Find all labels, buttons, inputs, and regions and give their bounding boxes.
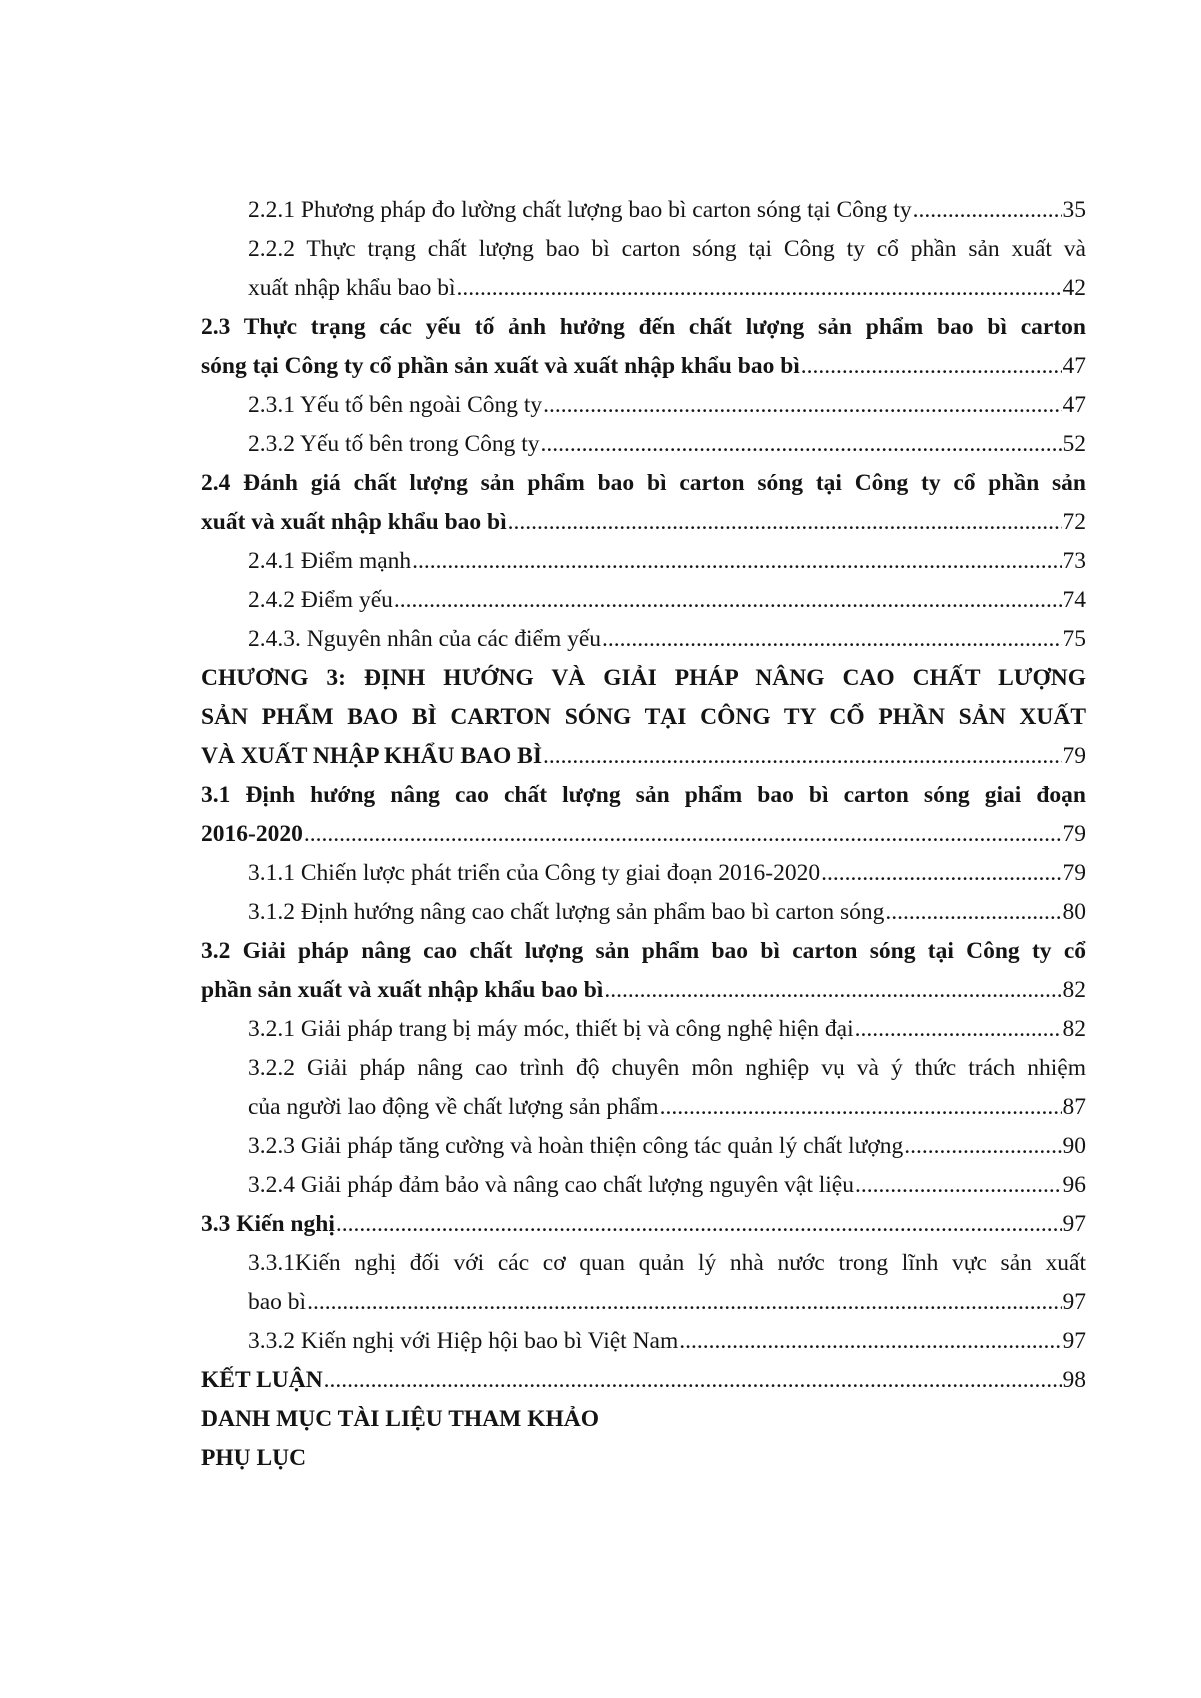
toc-page-number: 79	[1062, 821, 1086, 847]
toc-entry	[201, 308, 1086, 386]
toc-entry-title: của người lao động về chất lượng sản phẩm	[248, 1094, 659, 1120]
toc-entry-title: DANH MỤC TÀI LIỆU THAM KHẢO	[201, 1406, 600, 1432]
toc-entry	[201, 581, 1086, 620]
toc-page-number: 98	[1062, 1367, 1086, 1393]
toc-page-number: 97	[1062, 1289, 1086, 1315]
toc-page-number: 42	[1062, 275, 1086, 301]
dot-leader	[307, 1283, 1061, 1322]
toc-entry-title: 3.3 Kiến nghị	[201, 1211, 335, 1237]
toc-entry-title-line: SẢN PHẨM BAO BÌ CARTON SÓNG TẠI CÔNG TY CỔ PHẦN SẢN XUẤT	[201, 704, 1086, 730]
toc-entry-title: 3.2.3 Giải pháp tăng cường và hoàn thiện công tác quản lý chất lượng	[248, 1133, 904, 1159]
toc-page-number: 87	[1062, 1094, 1086, 1120]
dot-leader	[394, 581, 1062, 620]
toc-entry	[201, 893, 1086, 932]
toc-entry	[201, 620, 1086, 659]
toc-page-number: 72	[1062, 509, 1086, 535]
toc-entry	[201, 1244, 1086, 1322]
toc-entry-title-line: CHƯƠNG 3: ĐỊNH HƯỚNG VÀ GIẢI PHÁP NÂNG CAO CHẤT LƯỢNG	[201, 665, 1086, 691]
dot-leader	[885, 893, 1061, 932]
toc-page-number: 75	[1062, 626, 1086, 652]
toc-entry-title: phần sản xuất và xuất nhập khẩu bao bì	[201, 977, 604, 1003]
toc-entry	[201, 659, 1086, 776]
toc-entry	[201, 1361, 1086, 1400]
toc-entry	[201, 1010, 1086, 1049]
toc-entry-title: 3.1.1 Chiến lược phát triển của Công ty giai đoạn 2016-2020	[248, 860, 821, 886]
toc-entry	[201, 854, 1086, 893]
toc-page-number: 79	[1062, 860, 1086, 886]
toc-entry	[201, 776, 1086, 854]
toc-entry-final-line	[201, 347, 1086, 386]
toc-entry-title-line: 2.3 Thực trạng các yếu tố ảnh hưởng đến chất lượng sản phẩm bao bì carton	[201, 314, 1086, 340]
dot-leader	[508, 503, 1062, 542]
toc-entry-final-line	[248, 1010, 1086, 1049]
toc-entry-title: 2016-2020	[201, 821, 303, 847]
toc-entry-final-line	[248, 386, 1086, 425]
toc-entry	[201, 464, 1086, 542]
toc-entry-title: 2.3.2 Yếu tố bên trong Công ty	[248, 431, 540, 457]
toc-entry-final-line	[248, 269, 1086, 308]
toc-entry-title: 2.3.1 Yếu tố bên ngoài Công ty	[248, 392, 543, 418]
toc-entry-final-line	[248, 542, 1086, 581]
dot-leader	[336, 1205, 1062, 1244]
toc-entry-final-line	[248, 854, 1086, 893]
toc-entry-title: bao bì	[248, 1289, 307, 1315]
toc-entry-title: xuất và xuất nhập khẩu bao bì	[201, 509, 507, 535]
toc-entry-final-line	[201, 971, 1086, 1010]
toc-page-number: 73	[1062, 548, 1086, 574]
toc-entry-final-line	[201, 1361, 1086, 1400]
toc-entry-final-line	[248, 1322, 1086, 1361]
dot-leader	[821, 854, 1061, 893]
table-of-contents	[201, 191, 1086, 1478]
toc-page-number: 52	[1062, 431, 1086, 457]
toc-entry	[201, 1205, 1086, 1244]
toc-page-number: 82	[1062, 1016, 1086, 1042]
toc-page-number: 74	[1062, 587, 1086, 613]
toc-entry-final-line	[248, 425, 1086, 464]
toc-entry-title: 3.2.4 Giải pháp đảm bảo và nâng cao chất lượng nguyên vật liệu	[248, 1172, 854, 1198]
toc-entry-title: 2.4.1 Điểm mạnh	[248, 548, 412, 574]
dot-leader	[324, 1361, 1062, 1400]
dot-leader	[855, 1010, 1062, 1049]
toc-entry-title: KẾT LUẬN	[201, 1367, 323, 1393]
toc-entry-title: PHỤ LỤC	[201, 1445, 307, 1471]
toc-entry	[201, 1127, 1086, 1166]
toc-entry-title-line: 3.2 Giải pháp nâng cao chất lượng sản phẩm bao bì carton sóng tại Công ty cổ	[201, 938, 1086, 964]
toc-entry-title: VÀ XUẤT NHẬP KHẨU BAO BÌ	[201, 743, 543, 769]
toc-entry-final-line	[201, 1205, 1086, 1244]
toc-entry-final-line	[248, 1088, 1086, 1127]
toc-page-number: 47	[1062, 353, 1086, 379]
toc-entry-title: sóng tại Công ty cổ phần sản xuất và xuất nhập khẩu bao bì	[201, 353, 800, 379]
toc-entry	[201, 230, 1086, 308]
toc-entry-title: 2.2.1 Phương pháp đo lường chất lượng bao bì carton sóng tại Công ty	[248, 197, 912, 223]
dot-leader	[602, 620, 1061, 659]
toc-entry-final-line	[248, 1127, 1086, 1166]
toc-entry	[201, 1322, 1086, 1361]
toc-entry-final-line	[248, 1166, 1086, 1205]
toc-entry	[201, 1049, 1086, 1127]
dot-leader	[541, 425, 1062, 464]
toc-entry	[201, 1439, 1086, 1478]
toc-entry-final-line	[248, 620, 1086, 659]
toc-entry	[201, 386, 1086, 425]
toc-entry-title-line: 3.2.2 Giải pháp nâng cao trình độ chuyên môn nghiệp vụ và ý thức trách nhiệm	[248, 1055, 1086, 1081]
toc-entry-title-line: 2.4 Đánh giá chất lượng sản phẩm bao bì carton sóng tại Công ty cổ phần sản	[201, 470, 1086, 496]
dot-leader	[543, 386, 1061, 425]
toc-entry	[201, 425, 1086, 464]
toc-page-number: 35	[1062, 197, 1086, 223]
toc-entry	[201, 1400, 1086, 1439]
toc-entry-title: 2.4.2 Điểm yếu	[248, 587, 393, 613]
toc-entry	[201, 542, 1086, 581]
toc-page-number: 90	[1062, 1133, 1086, 1159]
toc-entry	[201, 1166, 1086, 1205]
toc-entry-title-line: 3.1 Định hướng nâng cao chất lượng sản phẩm bao bì carton sóng giai đoạn	[201, 782, 1086, 808]
dot-leader	[543, 737, 1061, 776]
dot-leader	[457, 269, 1062, 308]
dot-leader	[855, 1166, 1062, 1205]
dot-leader	[304, 815, 1062, 854]
toc-entry-title: 3.3.2 Kiến nghị với Hiệp hội bao bì Việt Nam	[248, 1328, 679, 1354]
dot-leader	[412, 542, 1061, 581]
toc-entry-final-line	[248, 893, 1086, 932]
toc-page-number: 79	[1062, 743, 1086, 769]
toc-entry-title: 2.4.3. Nguyên nhân của các điểm yếu	[248, 626, 602, 652]
toc-entry-final-line	[248, 581, 1086, 620]
toc-entry-final-line	[201, 503, 1086, 542]
toc-entry-title: 3.1.2 Định hướng nâng cao chất lượng sản phẩm bao bì carton sóng	[248, 899, 885, 925]
toc-entry-title-line: 3.3.1Kiến nghị đối với các cơ quan quản lý nhà nước trong lĩnh vực sản xuất	[248, 1250, 1086, 1276]
toc-entry	[201, 932, 1086, 1010]
dot-leader	[913, 191, 1062, 230]
toc-page-number: 47	[1062, 392, 1086, 418]
toc-page-number: 96	[1062, 1172, 1086, 1198]
dot-leader	[904, 1127, 1061, 1166]
toc-page-number: 97	[1062, 1328, 1086, 1354]
toc-page-number: 82	[1062, 977, 1086, 1003]
toc-entry-title-line: 2.2.2 Thực trạng chất lượng bao bì carton sóng tại Công ty cổ phần sản xuất và	[248, 236, 1086, 262]
toc-entry-title: 3.2.1 Giải pháp trang bị máy móc, thiết bị và công nghệ hiện đại	[248, 1016, 854, 1042]
dot-leader	[604, 971, 1061, 1010]
toc-entry-title: xuất nhập khẩu bao bì	[248, 275, 456, 301]
toc-page-number: 80	[1062, 899, 1086, 925]
toc-entry-final-line	[248, 191, 1086, 230]
toc-entry-final-line	[201, 737, 1086, 776]
toc-page-number: 97	[1062, 1211, 1086, 1237]
toc-entry-final-line	[201, 815, 1086, 854]
dot-leader	[801, 347, 1062, 386]
toc-entry-final-line	[248, 1283, 1086, 1322]
dot-leader	[660, 1088, 1062, 1127]
toc-entry	[201, 191, 1086, 230]
dot-leader	[679, 1322, 1061, 1361]
